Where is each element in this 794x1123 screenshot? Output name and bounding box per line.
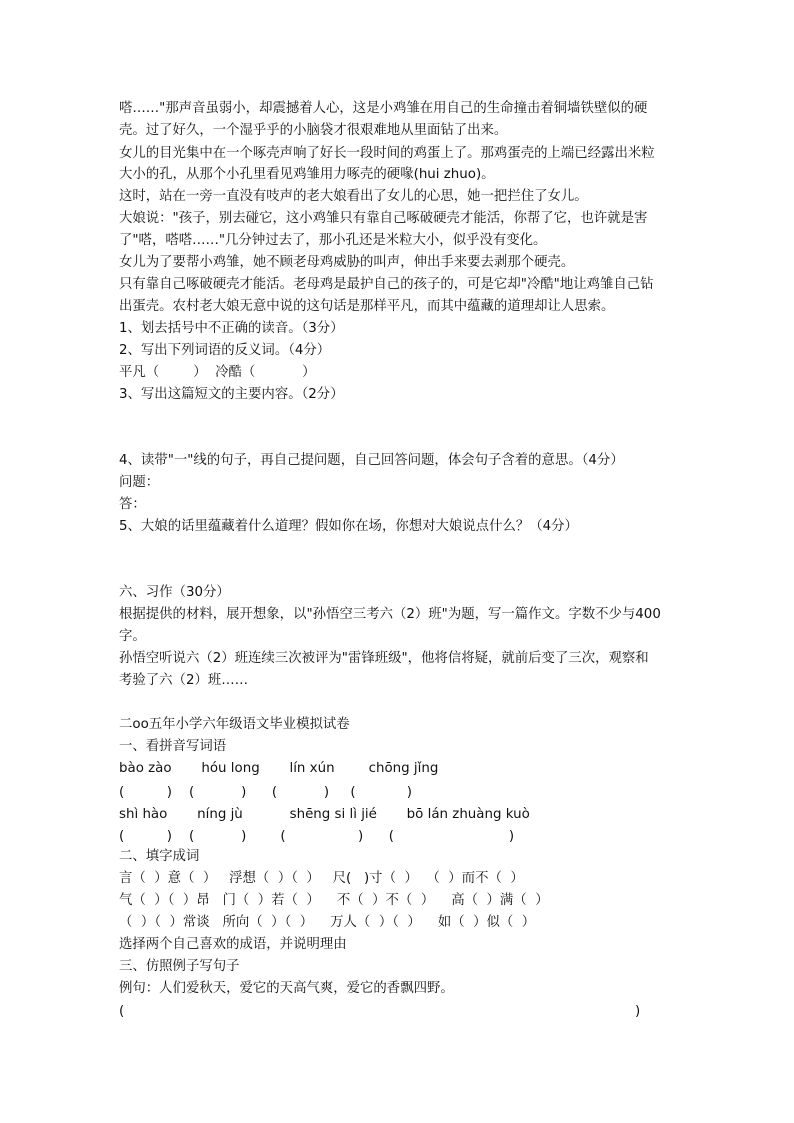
answer-blanks: ( ) [119,1004,641,1019]
passage-line: 女儿的目光集中在一个啄壳声响了好长一段时间的鸡蛋上了。那鸡蛋壳的上端已经露出米粒 [119,146,655,161]
section-heading: 一、看拼音写词语 [119,739,227,754]
passage-line: 嗒……"那声音虽弱小，却震撼着人心，这是小鸡雏在用自己的生命撞击着铜墙铁壁似的硬 [119,101,648,116]
answer-blanks: ( ) ( ) ( ) ( ) [119,829,515,844]
idiom-blanks: （ ）（ ）常谈 所向（ ）（ ） 万人（ ）（ ） 如（ ）似（ ） [119,915,536,930]
composition-line: 字。 [119,629,146,644]
idiom-blanks: 言（ ）意（ ） 浮想（ ）（ ） 尺( )寸（ ） （ ）而不（ ） [119,871,524,886]
composition-line: 孙悟空听说六（2）班连续三次被评为"雷锋班级"，他将信将疑，就前后变了三次，观察和 [119,651,649,666]
section-heading: 三、仿照例子写句子 [119,959,240,974]
exam-title: 二oo五年小学六年级语文毕业模拟试卷 [119,717,350,732]
question-4: 4、读带"一"线的句子，再自己提问题，自己回答问题，体会句子含着的意思。（4分） [119,453,624,468]
passage-line: 了"嗒，嗒嗒……"几分钟过去了，那小孔还是米粒大小，似乎没有变化。 [119,233,547,248]
passage-line: 壳。过了好久，一个湿乎乎的小脑袋才很艰难地从里面钻了出来。 [119,123,508,138]
answer-blanks: 平凡（ ） 冷酷（ ） [119,365,316,380]
passage-line: 大小的孔，从那个小孔里看见鸡雏用力啄壳的硬喙(hui zhuo)。 [119,167,495,182]
question-1: 1、划去括号中不正确的读音。（3分） [119,321,344,336]
question-2: 2、写出下列词语的反义词。（4分） [119,343,331,358]
passage-line: 这时，站在一旁一直没有吱声的老大娘看出了女儿的心思，她一把拦住了女儿。 [119,189,588,204]
pinyin-line: shì hào níng jù shēng si lì jié bō lán zhuàng kuò [119,807,530,822]
composition-line: 考验了六（2）班…… [119,673,249,688]
question-label: 问题： [119,475,160,490]
passage-line: 女儿为了要帮小鸡雏，她不顾老母鸡威胁的叫声，伸出手来要去剥那个硬壳。 [119,255,575,270]
idiom-blanks: 气（ ）（ ）昂 门（ ）若（ ） 不（ ）不（ ） 高（ ）满（ ） [119,893,549,908]
answer-label: 答： [119,497,146,512]
passage-line: 出蛋壳。农村老大娘无意中说的这句话是那样平凡，而其中蕴藏的道理却让人思索。 [119,299,615,314]
example-sentence: 例句：人们爱秋天，爱它的天高气爽，爱它的香飘四野。 [119,981,454,996]
pinyin-line: bào zào hóu long lín xún chōng jǐng [119,761,439,776]
answer-blanks: ( ) ( ) ( ) ( ) [119,785,412,800]
passage-line: 大娘说："孩子，别去碰它，这小鸡雏只有靠自己啄破硬壳才能活，你帮了它，也许就是害 [119,211,648,226]
section-heading: 六、习作（30分） [119,585,230,600]
passage-line: 只有靠自己啄破硬壳才能活。老母鸡是最护自己的孩子的，可是它却"冷酷"地让鸡雏自己钻 [119,277,654,292]
section-heading: 二、填字成词 [119,849,200,864]
question-5: 5、大娘的话里蕴藏着什么道理？假如你在场，你想对大娘说点什么？（4分） [119,519,578,534]
composition-line: 根据提供的材料，展开想象，以"孙悟空三考六（2）班"为题，写一篇作文。字数不少与400 [119,607,661,622]
question-3: 3、写出这篇短文的主要内容。（2分） [119,387,344,402]
instruction-line: 选择两个自己喜欢的成语，并说明理由 [119,937,347,952]
